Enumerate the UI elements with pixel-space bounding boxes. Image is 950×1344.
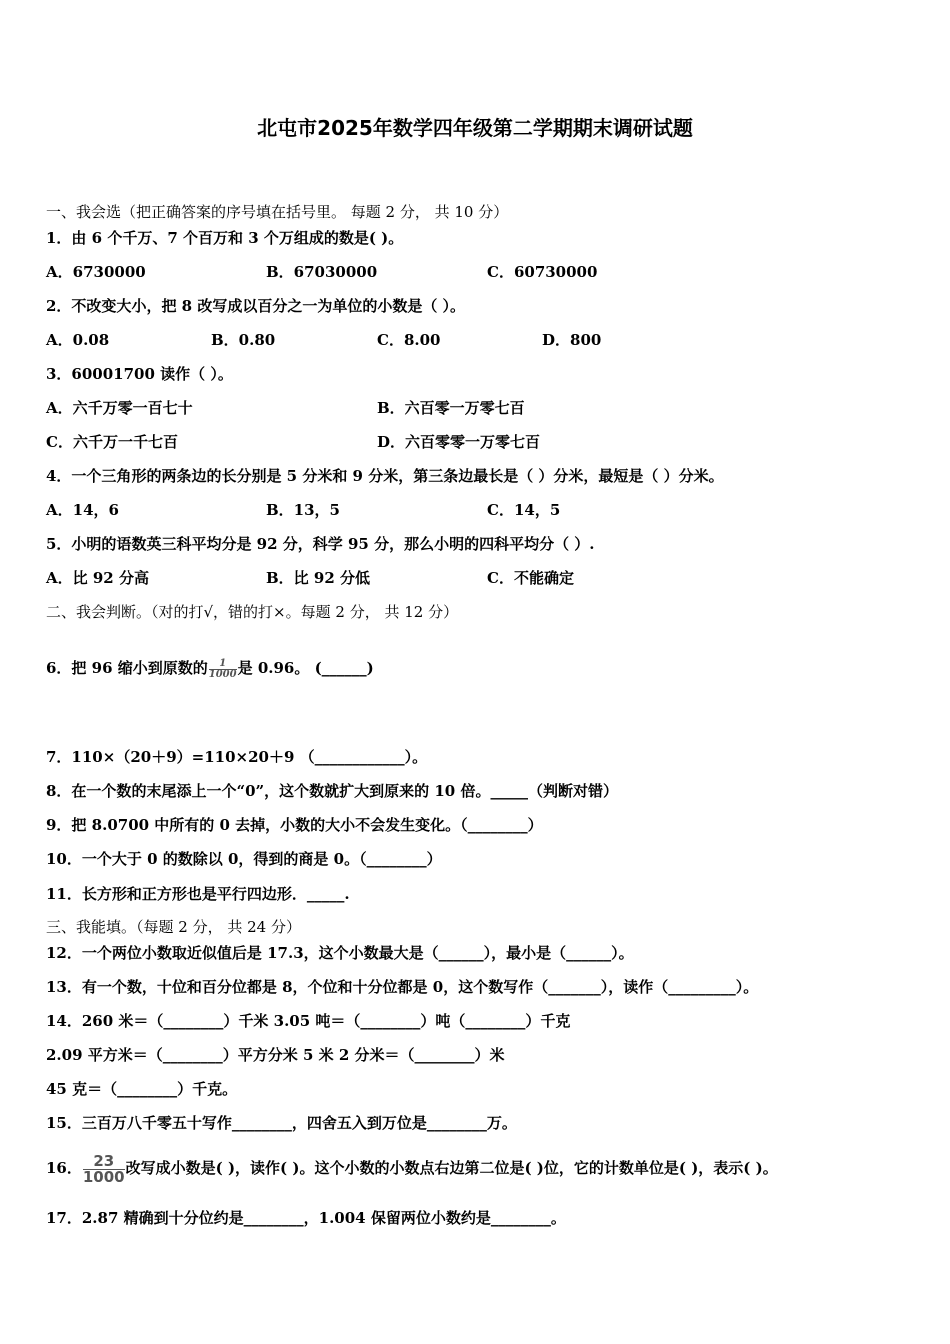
question-3-option-c: C．六千万一千七百	[46, 433, 178, 451]
question-16	[46, 1143, 778, 1193]
question-5-option-a: A．比 92 分高	[46, 569, 149, 587]
question-3-stem: 3．60001700 读作（ ）。	[46, 365, 233, 383]
fraction-denominator: 1000	[208, 668, 237, 680]
question-14-line-1: 14．260 米＝（________）千米 3.05 吨＝（________）吨（________）千克	[46, 1012, 571, 1030]
question-6-text-before: 6．把 96 缩小到原数的	[46, 659, 208, 677]
question-5-option-b: B．比 92 分低	[266, 569, 370, 587]
fraction-numerator: 1	[219, 657, 227, 669]
question-3-option-d: D．六百零零一万零七百	[377, 433, 541, 451]
section-3-heading: 三、我能填。（每题 2 分， 共 24 分）	[46, 918, 301, 936]
question-8: 8．在一个数的末尾添上一个“0”，这个数就扩大到原来的 10 倍。_____（判断对错）	[46, 782, 618, 800]
question-4-option-c: C．14，5	[487, 501, 561, 519]
question-11: 11．长方形和正方形也是平行四边形．_____.	[46, 885, 350, 903]
question-5-stem: 5．小明的语数英三科平均分是 92 分，科学 95 分，那么小明的四科平均分（ ）.	[46, 535, 595, 553]
question-1-stem: 1．由 6 个千万、7 个百万和 3 个万组成的数是( )。	[46, 229, 404, 247]
question-12: 12．一个两位小数取近似值后是 17.3，这个小数最大是（______），最小是（______）。	[46, 944, 634, 962]
question-2-option-d: D．800	[542, 331, 602, 349]
question-10: 10．一个大于 0 的数除以 0，得到的商是 0。（________）	[46, 850, 442, 868]
question-6-fraction	[209, 659, 237, 680]
question-3-option-b: B．六百零一万零七百	[377, 399, 525, 417]
question-5-option-c: C．不能确定	[487, 569, 574, 587]
page-title: 北屯市2025年数学四年级第二学期期末调研试题	[257, 116, 693, 140]
question-14-line-2: 2.09 平方米＝（________）平方分米 5 米 2 分米＝（________）米	[46, 1046, 505, 1064]
question-14-line-3: 45 克＝（________）千克。	[46, 1080, 238, 1098]
question-2-option-b: B．0.80	[211, 331, 276, 349]
fraction-numerator: 23	[93, 1151, 115, 1170]
question-7: 7．110×（20＋9）=110×20＋9 （____________）。	[46, 748, 428, 766]
question-16-number: 16．	[46, 1159, 82, 1177]
question-16-fraction	[82, 1151, 125, 1186]
section-1-heading: 一、我会选（把正确答案的序号填在括号里。 每题 2 分， 共 10 分）	[46, 203, 509, 221]
section-2-heading: 二、我会判断。（对的打√，错的打×。每题 2 分， 共 12 分）	[46, 603, 459, 621]
question-17: 17．2.87 精确到十分位约是________，1.004 保留两位小数约是________。	[46, 1209, 566, 1227]
question-1-option-c: C．60730000	[487, 263, 598, 281]
question-4-option-b: B．13，5	[266, 501, 340, 519]
question-16-text-after: 改写成小数是( )，读作( )。这个小数的小数点右边第二位是( )位，它的计数单位是( )，表示( )。	[125, 1159, 778, 1177]
question-6	[46, 638, 374, 698]
fraction-denominator: 1000	[82, 1167, 125, 1186]
question-2-option-c: C．8.00	[377, 331, 441, 349]
question-4-option-a: A．14，6	[46, 501, 119, 519]
question-9: 9．把 8.0700 中所有的 0 去掉，小数的大小不会发生变化。（________）	[46, 816, 543, 834]
question-1-option-a: A．6730000	[46, 263, 146, 281]
question-6-text-after: 是 0.96。 (______)	[237, 659, 374, 677]
question-3-option-a: A．六千万零一百七十	[46, 399, 193, 417]
question-13: 13．有一个数，十位和百分位都是 8，个位和十分位都是 0，这个数写作（_______），读作（_________）。	[46, 978, 759, 996]
question-2-option-a: A．0.08	[46, 331, 110, 349]
question-4-stem: 4．一个三角形的两条边的长分别是 5 分米和 9 分米，第三条边最长是（ ）分米，最短是（ ）分米。	[46, 467, 724, 485]
question-1-option-b: B．67030000	[266, 263, 378, 281]
question-15: 15．三百万八千零五十写作________，四舍五入到万位是________万。	[46, 1114, 517, 1132]
question-2-stem: 2．不改变大小，把 8 改写成以百分之一为单位的小数是（ ）。	[46, 297, 466, 315]
